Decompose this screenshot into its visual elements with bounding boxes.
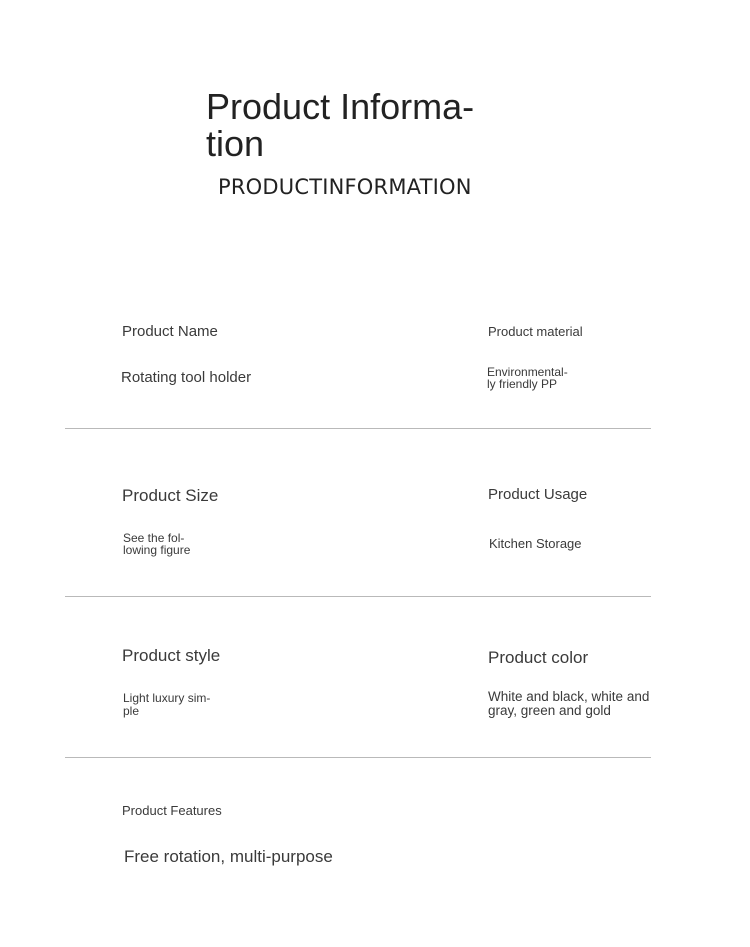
row-divider bbox=[65, 596, 651, 597]
title-line-2: tion bbox=[206, 123, 265, 164]
product-color-value-line-2: gray, green and gold bbox=[488, 703, 611, 718]
product-material-label: Product material bbox=[488, 324, 583, 339]
page-subtitle: PRODUCTINFORMATION bbox=[218, 175, 472, 199]
product-color-value bbox=[488, 690, 649, 718]
product-name-label: Product Name bbox=[122, 323, 218, 340]
product-usage-value: Kitchen Storage bbox=[489, 536, 582, 551]
product-material-value-line-1: Environmental- bbox=[487, 365, 568, 379]
row-divider bbox=[65, 428, 651, 429]
product-style-value bbox=[123, 692, 210, 718]
product-style-label: Product style bbox=[122, 646, 221, 665]
product-name-value: Rotating tool holder bbox=[121, 369, 252, 386]
product-style-value-line-2: ple bbox=[123, 704, 140, 718]
product-size-value bbox=[123, 532, 190, 556]
page-title bbox=[206, 88, 506, 162]
row-divider bbox=[65, 757, 651, 758]
product-color-label: Product color bbox=[488, 648, 589, 667]
product-usage-label: Product Usage bbox=[488, 486, 588, 503]
title-line-1: Product Informa- bbox=[206, 86, 475, 127]
product-size-value-line-1: See the fol- bbox=[123, 531, 185, 545]
product-material-value bbox=[487, 366, 568, 390]
product-color-value-line-1: White and black, white and bbox=[488, 689, 650, 704]
product-size-value-line-2: lowing figure bbox=[123, 543, 191, 557]
product-style-value-line-1: Light luxury sim- bbox=[123, 691, 211, 705]
product-features-label: Product Features bbox=[122, 803, 222, 818]
product-features-value: Free rotation, multi-purpose bbox=[124, 847, 333, 866]
product-size-label: Product Size bbox=[122, 486, 219, 505]
product-material-value-line-2: ly friendly PP bbox=[487, 377, 558, 391]
